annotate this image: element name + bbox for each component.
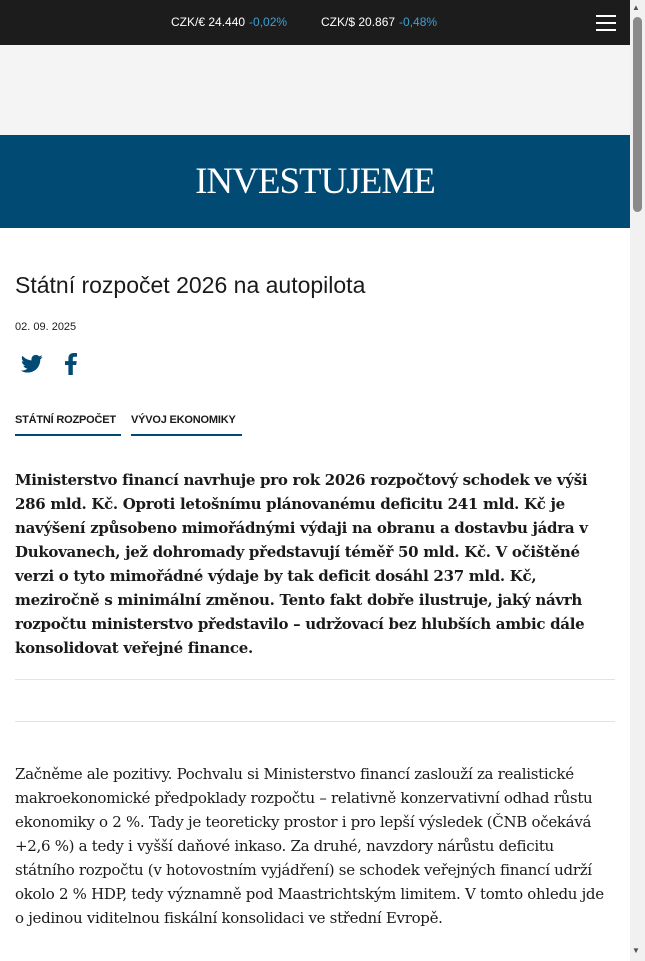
- scrollbar-thumb[interactable]: [633, 17, 642, 212]
- article-title: Státní rozpočet 2026 na autopilota: [15, 272, 366, 298]
- ticker-czk-usd-rate: CZK/$ 20.867: [321, 15, 396, 29]
- scroll-up-arrow-icon[interactable]: ▲: [632, 3, 640, 12]
- ticker-czk-usd: [321, 15, 437, 29]
- ticker-czk-usd-change: -0,48%: [399, 15, 438, 29]
- article-paragraph: Začněme ale pozitivy. Pochvalu si Ministerstvo financí zaslouží za realistické makroekonomické předpoklady rozpočtu – relativně konzervativní odhad růstu ekonomiky o 2 %. Tady je teoreticky prostor i pro lepší výsledek (ČNB očekává +2,6 %) a tedy i vyšší daňové inkaso. Za druhé, navzdory nárůstu deficitu státního rozpočtu (v hotovostním vyjádření) se schodek veřejných financí udrží okolo 2 % HDP, tedy významně pod Maastrichtským limitem. V tomto ohledu jde o jedinou viditelnou fiskální konsolidaci ve střední Evropě.: [15, 765, 604, 927]
- facebook-icon[interactable]: [63, 353, 79, 375]
- ad-space: [0, 45, 630, 135]
- twitter-icon[interactable]: [21, 354, 43, 374]
- currency-ticker-bar: [0, 0, 630, 45]
- article-date: 02. 09. 2025: [15, 321, 77, 333]
- ticker-czk-eur: [171, 15, 287, 29]
- tag-vyvoj-ekonomiky[interactable]: VÝVOJ EKONOMIKY: [131, 414, 242, 436]
- article-perex: Ministerstvo financí navrhuje pro rok 2026 rozpočtový schodek ve výši 286 mld. Kč. Oproti letošnímu plánovanému deficitu 241 mld. Kč je navýšení způsobeno mimořádnými výdaji na obranu a dostavbu jádra v Dukovanech, jež dohromady představují téměř 50 mld. Kč. V očištěné verzi o tyto mimořádné výdaje by tak deficit dosáhl 237 mld. Kč, meziročně s minimální změnou. Tento fakt dobře ilustruje, jaký návrh rozpočtu ministerstvo představilo – udržovací bez hlubších ambic dále konsolidovat veřejné finance.: [15, 471, 588, 657]
- scroll-down-arrow-icon[interactable]: ▼: [632, 946, 640, 955]
- divider: [15, 679, 615, 680]
- ticker-czk-eur-change: -0,02%: [249, 15, 288, 29]
- divider: [15, 721, 615, 722]
- ticker-czk-eur-rate: CZK/€ 24.440: [171, 15, 246, 29]
- tag-statni-rozpocet[interactable]: STÁTNÍ ROZPOČET: [15, 414, 121, 436]
- hamburger-menu-icon[interactable]: [596, 13, 618, 32]
- site-logo[interactable]: INVESTUJEME: [195, 161, 435, 202]
